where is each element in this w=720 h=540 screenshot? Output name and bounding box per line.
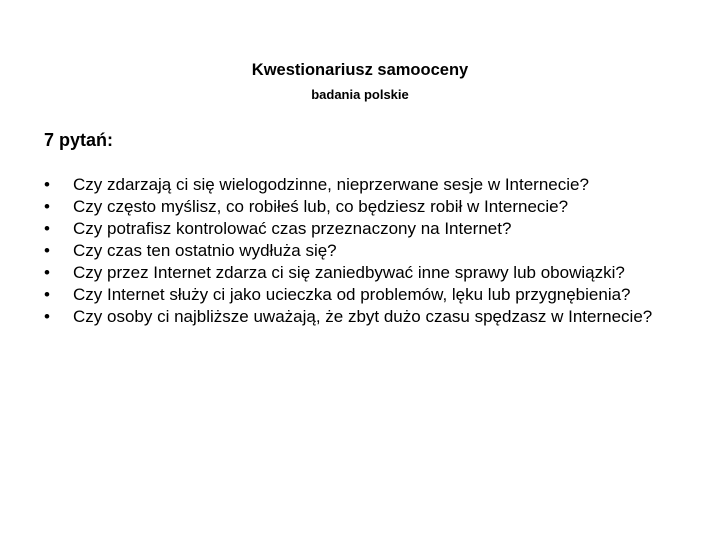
question-text: Czy czas ten ostatnio wydłuża się? (73, 240, 337, 260)
question-list (0, 176, 720, 330)
question-text: Czy często myślisz, co robiłeś lub, co będziesz robił w Internecie? (73, 196, 569, 216)
list-item (0, 286, 720, 304)
slide-subtitle-text: badania polskie (311, 87, 409, 102)
question-count-label: 7 pytań: (44, 130, 114, 150)
list-item (0, 176, 720, 194)
bullet-icon: • (44, 262, 50, 282)
bullet-icon: • (44, 240, 50, 260)
bullet-icon: • (44, 196, 50, 216)
question-text: Czy przez Internet zdarza ci się zaniedbywać inne sprawy lub obowiązki? (73, 262, 625, 282)
bullet-icon: • (44, 284, 50, 304)
question-text: Czy Internet służy ci jako ucieczka od problemów, lęku lub przygnębienia? (73, 284, 631, 304)
list-item (0, 264, 720, 282)
bullet-icon: • (44, 306, 50, 326)
question-text: Czy zdarzają ci się wielogodzinne, nieprzerwane sesje w Internecie? (73, 175, 589, 194)
slide-title-text: Kwestionariusz samooceny (251, 61, 469, 79)
list-item (0, 220, 720, 238)
list-item (0, 308, 720, 326)
bullet-icon: • (44, 175, 50, 194)
slide-subtitle (0, 87, 720, 103)
bullet-icon: • (44, 218, 50, 238)
slide-title (0, 60, 720, 80)
list-item (0, 198, 720, 216)
question-text: Czy potrafisz kontrolować czas przeznaczony na Internet? (73, 218, 512, 238)
question-text: Czy osoby ci najbliższe uważają, że zbyt dużo czasu spędzasz w Internecie? (73, 306, 653, 326)
list-item (0, 242, 720, 260)
